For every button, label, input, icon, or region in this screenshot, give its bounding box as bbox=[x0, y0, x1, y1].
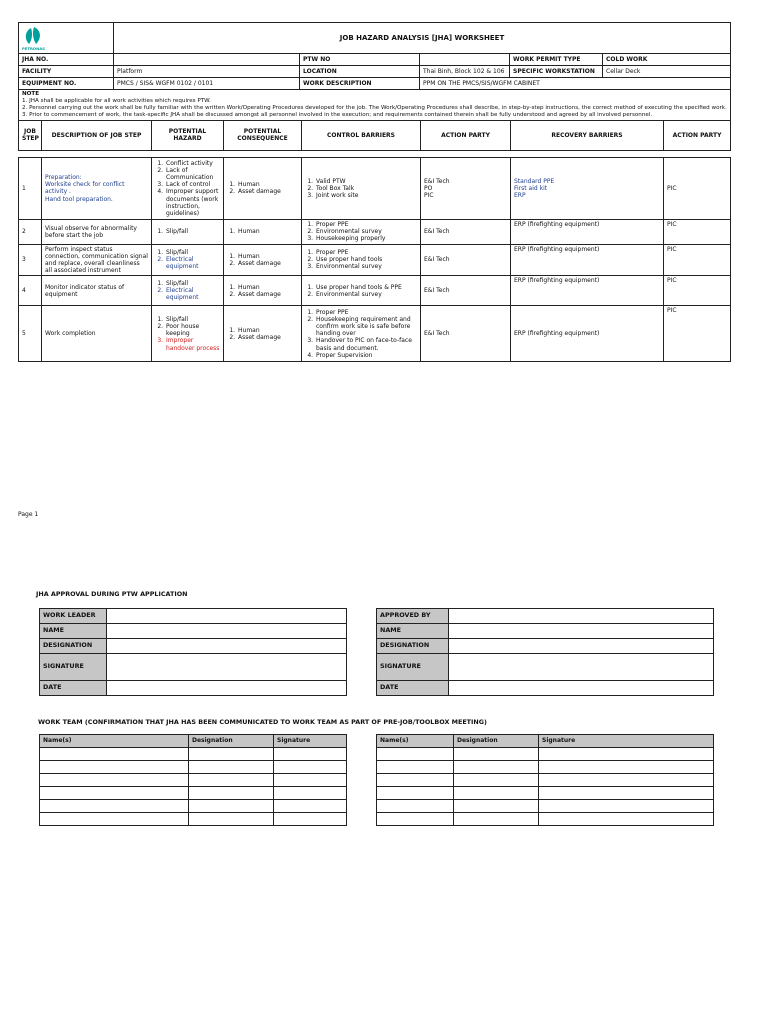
action-party-cell bbox=[421, 306, 511, 362]
hazard-item: 1. Slip/fall bbox=[165, 228, 220, 235]
approval-right-table bbox=[376, 608, 714, 696]
consequence-item: 1. Human bbox=[237, 253, 298, 260]
work-permit-type-label: WORK PERMIT TYPE bbox=[510, 54, 603, 66]
hazard-list bbox=[165, 160, 220, 218]
svg-text:PETRONAS: PETRONAS bbox=[22, 46, 45, 51]
recovery-line: ERP (firefighting equipment) bbox=[514, 245, 600, 253]
consequence-cell bbox=[224, 219, 302, 244]
description-line: Preparation: bbox=[45, 174, 82, 182]
col-action-party-2: ACTION PARTY bbox=[664, 120, 731, 150]
action-party-2-cell: PIC bbox=[664, 157, 731, 219]
work-team-row bbox=[377, 813, 714, 826]
signature-label: SIGNATURE bbox=[377, 654, 449, 681]
hazard-list bbox=[165, 280, 220, 302]
signature-field[interactable] bbox=[274, 813, 347, 826]
consequence-list bbox=[237, 327, 298, 341]
designation-field[interactable] bbox=[107, 639, 347, 654]
designation-field[interactable] bbox=[189, 748, 274, 761]
work-leader-field[interactable] bbox=[107, 609, 347, 624]
page-title: JOB HAZARD ANALYSIS [JHA] WORKSHEET bbox=[114, 23, 731, 54]
designation-field[interactable] bbox=[189, 813, 274, 826]
action-party-line: PIC bbox=[424, 192, 434, 200]
hazard-item: 4. Improper support documents (work instruction, guidelines) bbox=[165, 188, 220, 217]
name-field[interactable] bbox=[40, 813, 189, 826]
control-barrier-item: 2. Housekeeping requirement and confirm work site is safe before handing over bbox=[315, 316, 417, 338]
consequence-item: 1. Human bbox=[237, 181, 298, 188]
control-barrier-item: 3. Joint work site bbox=[315, 192, 417, 199]
work-leader-label: WORK LEADER bbox=[40, 609, 107, 624]
specific-workstation-label: SPECIFIC WORKSTATION bbox=[510, 66, 603, 78]
hazard-cell bbox=[152, 306, 224, 362]
consequence-item: 1. Human bbox=[237, 327, 298, 334]
designation-field[interactable] bbox=[454, 748, 539, 761]
action-party-2-cell: PIC bbox=[664, 306, 731, 362]
hazard-item: 1. Conflict activity bbox=[165, 160, 220, 167]
name-field[interactable] bbox=[377, 813, 454, 826]
job-step-cell: 1 bbox=[19, 157, 42, 219]
hazard-cell bbox=[152, 244, 224, 276]
jha-steps-table bbox=[18, 120, 731, 362]
col-control-barriers: CONTROL BARRIERS bbox=[302, 120, 421, 150]
signature-field[interactable] bbox=[449, 654, 714, 681]
date-field[interactable] bbox=[449, 681, 714, 696]
name-field[interactable] bbox=[40, 761, 189, 774]
description-cell bbox=[42, 276, 152, 306]
consequence-list bbox=[237, 181, 298, 195]
consequence-cell bbox=[224, 157, 302, 219]
col-action-party: ACTION PARTY bbox=[421, 120, 511, 150]
name-field[interactable] bbox=[449, 624, 714, 639]
hazard-item: 1. Slip/fall bbox=[165, 316, 220, 323]
name-field[interactable] bbox=[40, 748, 189, 761]
hazard-item: 3. Lack of control bbox=[165, 181, 220, 188]
consequence-item: 1. Human bbox=[237, 228, 298, 235]
hazard-item: 2. Electrical equipment bbox=[165, 287, 220, 301]
note-label: NOTE bbox=[22, 91, 40, 97]
note-item: 1. JHA shall be applicable for all work activities which requires PTW. bbox=[22, 97, 211, 104]
spacer-row bbox=[19, 150, 731, 157]
ptw-no-label: PTW NO bbox=[300, 54, 420, 66]
signature-field[interactable] bbox=[274, 787, 347, 800]
name-field[interactable] bbox=[377, 748, 454, 761]
designation-header: Designation bbox=[189, 735, 274, 748]
name-field[interactable] bbox=[377, 800, 454, 813]
signature-field[interactable] bbox=[107, 654, 347, 681]
work-team-title: WORK TEAM (CONFIRMATION THAT JHA HAS BEEN COMMUNICATED TO WORK TEAM AS PART OF PRE-JOB/TOOLBOX MEETING) bbox=[38, 718, 487, 726]
equipment-no-value[interactable]: PMCS / SIS& WGFM 0102 / 0101 bbox=[114, 78, 300, 90]
work-team-row bbox=[40, 761, 347, 774]
description-line: Hand tool preparation. bbox=[45, 195, 113, 203]
work-permit-type-value[interactable]: COLD WORK bbox=[603, 54, 731, 66]
table-row bbox=[19, 157, 731, 219]
designation-field[interactable] bbox=[189, 787, 274, 800]
description-line: Worksite check for conflict activity . bbox=[45, 181, 125, 196]
consequence-cell bbox=[224, 306, 302, 362]
description-cell bbox=[42, 219, 152, 244]
action-party-line: E&I Tech bbox=[424, 177, 450, 185]
work-team-row bbox=[40, 813, 347, 826]
consequence-list bbox=[237, 253, 298, 267]
designation-field[interactable] bbox=[454, 761, 539, 774]
location-label: LOCATION bbox=[300, 66, 420, 78]
hazard-list bbox=[165, 228, 220, 235]
work-team-row bbox=[40, 787, 347, 800]
work-team-row bbox=[40, 748, 347, 761]
col-description: DESCRIPTION OF JOB STEP bbox=[42, 120, 152, 150]
designation-field[interactable] bbox=[449, 639, 714, 654]
description-cell bbox=[42, 157, 152, 219]
approved-by-label: APPROVED BY bbox=[377, 609, 449, 624]
work-team-row bbox=[40, 800, 347, 813]
work-team-row bbox=[377, 774, 714, 787]
table-row bbox=[19, 219, 731, 244]
table-row bbox=[19, 244, 731, 276]
signature-field[interactable] bbox=[274, 800, 347, 813]
control-barrier-cell bbox=[302, 219, 421, 244]
approval-title: JHA APPROVAL DURING PTW APPLICATION bbox=[36, 590, 188, 598]
hazard-list bbox=[165, 316, 220, 352]
table-row bbox=[19, 276, 731, 306]
consequence-item: 2. Asset damage bbox=[237, 291, 298, 298]
col-potential-consequence: POTENTIAL CONSEQUENCE bbox=[224, 120, 302, 150]
control-barrier-item: 3. Handover to PIC on face-to-face basis and document. bbox=[315, 337, 417, 351]
note-item: 3. Prior to commencement of work, the task-specific JHA shall be discussed amongst all personnel involved in the execution; and requirements contained therein shall be fully understood and agreed by all involved personnel. bbox=[22, 111, 653, 118]
recovery-line: Standard PPE bbox=[514, 177, 555, 185]
job-step-cell: 2 bbox=[19, 219, 42, 244]
designation-label: DESIGNATION bbox=[377, 639, 449, 654]
designation-field[interactable] bbox=[454, 800, 539, 813]
hazard-item: 3. Improper handover process bbox=[165, 337, 220, 351]
action-party-line: E&I Tech bbox=[424, 330, 450, 338]
equipment-no-label: EQUIPMENT NO. bbox=[19, 78, 114, 90]
col-recovery-barriers: RECOVERY BARRIERS bbox=[511, 120, 664, 150]
name-field[interactable] bbox=[40, 787, 189, 800]
approved-by-field[interactable] bbox=[449, 609, 714, 624]
consequence-item: 1. Human bbox=[237, 284, 298, 291]
location-value[interactable]: Thai Binh, Block 102 & 106 bbox=[420, 66, 510, 78]
col-potential-hazard: POTENTIAL HAZARD bbox=[152, 120, 224, 150]
work-team-header-row bbox=[377, 735, 714, 748]
date-label: DATE bbox=[40, 681, 107, 696]
control-barrier-list bbox=[315, 249, 417, 271]
description-cell bbox=[42, 306, 152, 362]
control-barrier-cell bbox=[302, 244, 421, 276]
action-party-cell bbox=[421, 219, 511, 244]
signature-header: Signature bbox=[539, 735, 714, 748]
control-barrier-item: 1. Valid PTW bbox=[315, 178, 417, 185]
col-job-step: JOB STEP bbox=[19, 120, 42, 150]
control-barrier-item: 3. Housekeeping properly bbox=[315, 235, 417, 242]
action-party-2-cell: PIC bbox=[664, 219, 731, 244]
description-line: Perform inspect status connection, communication signal and replace, overall cleanliness all associated instrument bbox=[45, 245, 148, 275]
name-label: NAME bbox=[40, 624, 107, 639]
work-description-label: WORK DESCRIPTION bbox=[300, 78, 420, 90]
work-team-row bbox=[377, 800, 714, 813]
description-line: Visual observe for abnormality before start the job bbox=[45, 224, 137, 239]
work-team-row bbox=[40, 774, 347, 787]
jha-no-label: JHA NO. bbox=[19, 54, 114, 66]
consequence-cell bbox=[224, 276, 302, 306]
designation-field[interactable] bbox=[189, 761, 274, 774]
consequence-item: 2. Asset damage bbox=[237, 334, 298, 341]
consequence-list bbox=[237, 228, 298, 235]
control-barrier-item: 2. Use proper hand tools bbox=[315, 256, 417, 263]
jha-no-value[interactable] bbox=[114, 54, 300, 66]
signature-header: Signature bbox=[274, 735, 347, 748]
recovery-line: ERP (firefighting equipment) bbox=[514, 277, 600, 285]
recovery-barriers-cell bbox=[511, 219, 664, 244]
action-party-cell bbox=[421, 276, 511, 306]
job-step-cell: 4 bbox=[19, 276, 42, 306]
action-party-2-cell: PIC bbox=[664, 276, 731, 306]
page-number: Page 1 bbox=[18, 511, 39, 518]
action-party-line: E&I Tech bbox=[424, 256, 450, 264]
action-party-line: E&I Tech bbox=[424, 287, 450, 295]
signature-label: SIGNATURE bbox=[40, 654, 107, 681]
signature-field[interactable] bbox=[274, 774, 347, 787]
action-party-cell bbox=[421, 244, 511, 276]
name-field[interactable] bbox=[40, 800, 189, 813]
consequence-item: 2. Asset damage bbox=[237, 188, 298, 195]
hazard-item: 1. Slip/fall bbox=[165, 280, 220, 287]
facility-label: FACILITY bbox=[19, 66, 114, 78]
facility-value[interactable]: Platform bbox=[114, 66, 300, 78]
hazard-cell bbox=[152, 157, 224, 219]
designation-field[interactable] bbox=[454, 774, 539, 787]
note-box bbox=[19, 90, 731, 121]
designation-field[interactable] bbox=[454, 813, 539, 826]
name-field[interactable] bbox=[107, 624, 347, 639]
recovery-line: ERP bbox=[514, 192, 526, 200]
name-field[interactable] bbox=[377, 774, 454, 787]
recovery-line: First aid kit bbox=[514, 184, 548, 192]
signature-field[interactable] bbox=[274, 748, 347, 761]
signature-field[interactable] bbox=[539, 761, 714, 774]
description-cell bbox=[42, 244, 152, 276]
control-barrier-item: 1. Use proper hand tools & PPE bbox=[315, 284, 417, 291]
jha-worksheet bbox=[18, 22, 730, 362]
consequence-list bbox=[237, 284, 298, 298]
hazard-item: 1. Slip/fall bbox=[165, 249, 220, 256]
control-barrier-list bbox=[315, 221, 417, 243]
work-team-row bbox=[377, 748, 714, 761]
control-barrier-item: 2. Environmental survey bbox=[315, 291, 417, 298]
recovery-line: ERP (firefighting equipment) bbox=[514, 220, 600, 228]
column-header-row bbox=[19, 120, 731, 150]
name-field[interactable] bbox=[377, 761, 454, 774]
hazard-cell bbox=[152, 276, 224, 306]
job-step-cell: 5 bbox=[19, 306, 42, 362]
control-barrier-item: 2. Environmental survey bbox=[315, 228, 417, 235]
action-party-cell bbox=[421, 157, 511, 219]
signature-field[interactable] bbox=[274, 761, 347, 774]
signature-field[interactable] bbox=[539, 813, 714, 826]
company-logo bbox=[19, 23, 114, 54]
action-party-line: PO bbox=[424, 184, 433, 192]
hazard-list bbox=[165, 249, 220, 271]
specific-workstation-value[interactable]: Cellar Deck bbox=[603, 66, 731, 78]
action-party-line: E&I Tech bbox=[424, 228, 450, 236]
date-field[interactable] bbox=[107, 681, 347, 696]
signature-field[interactable] bbox=[539, 800, 714, 813]
consequence-cell bbox=[224, 244, 302, 276]
hazard-cell bbox=[152, 219, 224, 244]
work-team-right-table bbox=[376, 734, 714, 826]
name-header: Name(s) bbox=[377, 735, 454, 748]
work-team-header-row bbox=[40, 735, 347, 748]
note-item: 2. Personnel carrying out the work shall be fully familiar with the written Work/Operating Procedures developed for the job. The Work/Operating Procedures shall describe, in step-by-step instructions, the correct method of executing the specified work. bbox=[22, 104, 727, 111]
description-line: Work completion bbox=[45, 330, 96, 338]
signature-field[interactable] bbox=[539, 748, 714, 761]
recovery-line: ERP (firefighting equipment) bbox=[514, 330, 600, 338]
work-team-row bbox=[377, 787, 714, 800]
work-team-row bbox=[377, 761, 714, 774]
job-step-cell: 3 bbox=[19, 244, 42, 276]
control-barrier-list bbox=[315, 178, 417, 200]
work-team-left-table bbox=[39, 734, 347, 826]
control-barrier-item: 1. Proper PPE bbox=[315, 221, 417, 228]
work-description-value[interactable]: PPM ON THE PMCS/SIS/WGFM CABINET bbox=[420, 78, 731, 90]
control-barrier-list bbox=[315, 309, 417, 359]
recovery-barriers-cell bbox=[511, 244, 664, 276]
name-field[interactable] bbox=[377, 787, 454, 800]
date-label: DATE bbox=[377, 681, 449, 696]
control-barrier-item: 3. Environmental survey bbox=[315, 263, 417, 270]
designation-label: DESIGNATION bbox=[40, 639, 107, 654]
description-line: Monitor indicator status of equipment bbox=[45, 283, 125, 298]
designation-field[interactable] bbox=[454, 787, 539, 800]
hazard-item: 2. Lack of Communication bbox=[165, 167, 220, 181]
header-table bbox=[18, 22, 731, 121]
consequence-item: 2. Asset damage bbox=[237, 260, 298, 267]
signature-field[interactable] bbox=[539, 774, 714, 787]
hazard-item: 2. Poor house keeping bbox=[165, 323, 220, 337]
control-barrier-item: 4. Proper Supervision bbox=[315, 352, 417, 359]
recovery-barriers-cell bbox=[511, 276, 664, 306]
action-party-2-cell: PIC bbox=[664, 244, 731, 276]
designation-field[interactable] bbox=[189, 800, 274, 813]
control-barrier-list bbox=[315, 284, 417, 298]
recovery-barriers-cell bbox=[511, 157, 664, 219]
step-rows bbox=[19, 157, 731, 361]
designation-field[interactable] bbox=[189, 774, 274, 787]
designation-header: Designation bbox=[454, 735, 539, 748]
approval-left-table bbox=[39, 608, 347, 696]
ptw-no-value[interactable] bbox=[420, 54, 510, 66]
control-barrier-item: 1. Proper PPE bbox=[315, 309, 417, 316]
table-row bbox=[19, 306, 731, 362]
name-field[interactable] bbox=[40, 774, 189, 787]
control-barrier-cell bbox=[302, 306, 421, 362]
signature-field[interactable] bbox=[539, 787, 714, 800]
name-header: Name(s) bbox=[40, 735, 189, 748]
control-barrier-item: 1. Proper PPE bbox=[315, 249, 417, 256]
recovery-barriers-cell bbox=[511, 306, 664, 362]
name-label: NAME bbox=[377, 624, 449, 639]
hazard-item: 2. Electrical equipment bbox=[165, 256, 220, 270]
control-barrier-cell bbox=[302, 276, 421, 306]
control-barrier-cell bbox=[302, 157, 421, 219]
petronas-logo-icon bbox=[21, 25, 55, 51]
control-barrier-item: 2. Tool Box Talk bbox=[315, 185, 417, 192]
